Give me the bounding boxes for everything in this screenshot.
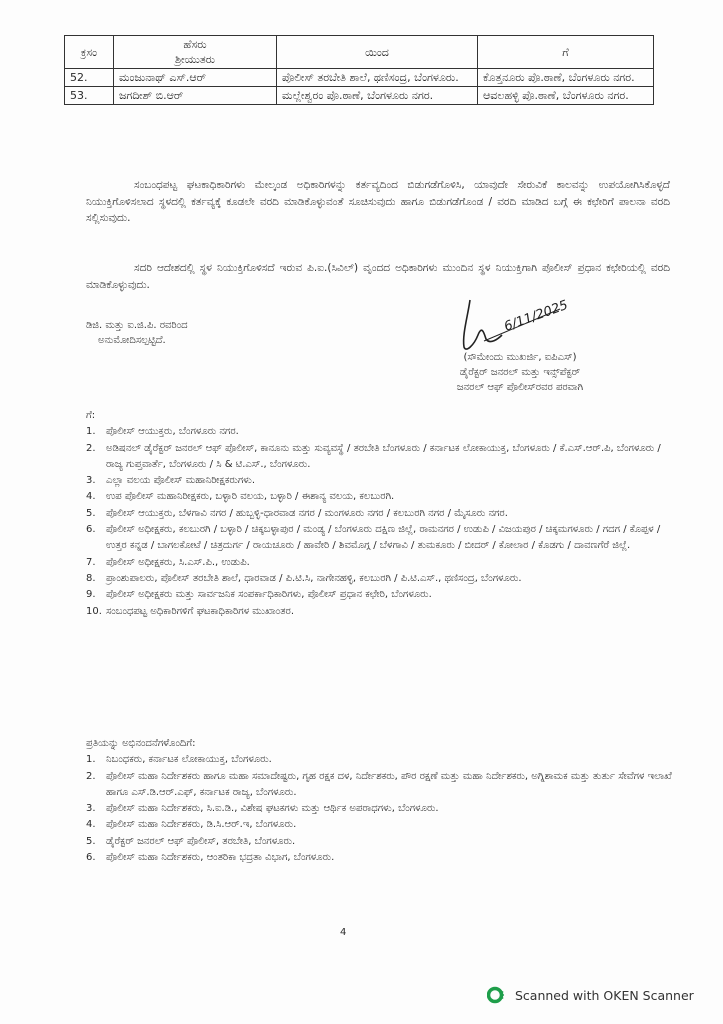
signature-date: 6/11/2025	[502, 297, 571, 335]
list-item-number: 6.	[86, 524, 96, 536]
signatory-title-1: ಡೈರೆಕ್ಟರ್ ಜನರಲ್ ಮತ್ತು ಇನ್ಸ್‌ಪೆಕ್ಟರ್	[459, 367, 581, 378]
list-item-text: ಪೊಲೀಸ್ ಆಯುಕ್ತರು, ಬೆಂಗಳೂರು ನಗರ.	[106, 426, 239, 438]
list-item	[86, 522, 676, 555]
list-item-text: ಪ್ರಾಂಶುಪಾಲರು, ಪೊಲೀಸ್ ತರಬೇತಿ ಶಾಲೆ, ಧಾರವಾಡ / ಪಿ.ಟಿ.ಸಿ, ನಾಗೇನಹಳ್ಳಿ, ಕಲಬುರಗಿ / ಪಿ.ಟಿ.ಎಸ್., ಥಣಿಸಂದ್ರ, ಬೆಂಗಳೂರು.	[106, 572, 522, 584]
page-number: 4	[340, 927, 347, 938]
row-serial: 53.	[65, 87, 114, 105]
list-item	[86, 441, 676, 474]
list-item	[86, 752, 676, 768]
list-item-number: 2.	[86, 770, 96, 782]
list-item-number: 4.	[86, 819, 96, 831]
list-item-text: ಪೊಲೀಸ್ ಆಯುಕ್ತರು, ಬೆಳಗಾವಿ ನಗರ / ಹುಬ್ಬಳ್ಳಿ-ಧಾರವಾಡ ನಗರ / ಮಂಗಳೂರು ನಗರ / ಕಲಬುರಗಿ ನಗರ / ಮೈಸೂರು ನಗರ.	[106, 507, 508, 519]
col-to-header: ಗೆ	[478, 36, 654, 69]
watermark-text: Scanned with OKEN Scanner	[515, 987, 694, 1003]
list-item-number: 4.	[86, 491, 96, 503]
list-item	[86, 801, 676, 817]
approval-line-2: ಅನುಮೋದಿಸಲ್ಪಟ್ಟಿದೆ.	[98, 335, 166, 346]
list-item-number: 5.	[86, 835, 96, 847]
row-name: ಮಂಜುನಾಥ್ ಎಸ್.ಆರ್	[114, 69, 277, 87]
list-item	[86, 424, 676, 440]
instruction-paragraph-2: ಸದರಿ ಆದೇಶದಲ್ಲಿ ಸ್ಥಳ ನಿಯುಕ್ತಿಗೊಳಿಸದೆ ಇರುವ ಪಿ.ಐ.(ಸಿವಿಲ್) ವೃಂದದ ಅಧಿಕಾರಿಗಳು ಮುಂದಿನ ಸ್ಥಳ ನಿಯುಕ್ತಿಗಾಗಿ ಪೊಲೀಸ್ ಪ್ರಧಾನ ಕಛೇರಿಯಲ್ಲಿ ವರದಿ ಮಾಡಿಕೊಳ್ಳುವುದು.	[86, 262, 670, 291]
signatory-block	[400, 350, 640, 395]
row-from: ಮಲ್ಲೇಶ್ವರಂ ಪೊ.ಠಾಣೆ, ಬೆಂಗಳೂರು ನಗರ.	[277, 87, 478, 105]
list-item-text: ಪೊಲೀಸ್ ಅಧೀಕ್ಷಕರು, ಕಲಬುರಗಿ / ಬಳ್ಳಾರಿ / ಚಿಕ್ಕಬಳ್ಳಾಪುರ / ಮಂಡ್ಯ / ಬೆಂಗಳೂರು ದಕ್ಷಿಣ ಜಿಲ್ಲೆ, ರಾಮನಗರ / ಉಡುಪಿ / ವಿಜಯಪುರ / ಚಿಕ್ಕಮಗಳೂರು / ಗದಗ / ಕೊಪ್ಪಳ / ಉತ್ತರ ಕನ್ನಡ / ಬಾಗಲಕೋಟೆ / ಚಿತ್ರದುರ್ಗ / ರಾಯಚೂರು / ಹಾವೇರಿ / ಶಿವಮೊಗ್ಗ / ಬೆಳಗಾವಿ / ತುಮಕೂರು / ಬೀದರ್ / ಕೋಲಾರ / ಕೊಡಗು / ದಾವಣಗೆರೆ ಜಿಲ್ಲೆ.	[106, 524, 661, 552]
list-item-number: 3.	[86, 475, 96, 487]
list-item-text: ಅಡಿಷನಲ್ ಡೈರೆಕ್ಟರ್ ಜನರಲ್ ಆಫ್ ಪೊಲೀಸ್, ಕಾನೂನು ಮತ್ತು ಸುವ್ಯವಸ್ಥೆ / ತರಬೇತಿ ಬೆಂಗಳೂರು / ಕರ್ನಾಟಕ ಲೋಕಾಯುಕ್ತ, ಬೆಂಗಳೂರು / ಕೆ.ಎಸ್.ಆರ್.ಪಿ, ಬೆಂಗಳೂರು / ರಾಜ್ಯ ಗುಪ್ತವಾರ್ತೆ, ಬೆಂಗಳೂರು / ಸಿ & ಟಿ.ಎಸ್., ಬೆಂಗಳೂರು.	[106, 442, 661, 470]
list-item-number: 9.	[86, 589, 96, 601]
copy-list	[86, 736, 676, 866]
list-item-text: ಪೊಲೀಸ್ ಅಧೀಕ್ಷಕರು ಮತ್ತು ಸಾರ್ವಜನಿಕ ಸಂಪರ್ಕಾಧಿಕಾರಿಗಳು, ಪೊಲೀಸ್ ಪ್ರಧಾನ ಕಛೇರಿ, ಬೆಂಗಳೂರು.	[106, 589, 432, 601]
row-serial: 52.	[65, 69, 114, 87]
list-item-number: 1.	[86, 426, 96, 438]
approval-note	[86, 318, 188, 348]
col-from-header: ಯಿಂದ	[277, 36, 478, 69]
copy-heading: ಪ್ರತಿಯನ್ನು ಅಭಿನಂದನೆಗಳೊಂದಿಗೆ:	[86, 738, 196, 749]
transfer-table	[64, 35, 654, 105]
list-item	[86, 817, 676, 833]
list-item-text: ನಿಬಂಧಕರು, ಕರ್ನಾಟಕ ಲೋಕಾಯುಕ್ತ, ಬೆಂಗಳೂರು.	[106, 754, 272, 766]
list-item-text: ಉಪ ಪೊಲೀಸ್ ಮಹಾನಿರೀಕ್ಷಕರು, ಬಳ್ಳಾರಿ ವಲಯ, ಬಳ್ಳಾರಿ / ಈಶಾನ್ಯ ವಲಯ, ಕಲಬುರಗಿ.	[106, 491, 395, 503]
list-item	[86, 506, 676, 522]
list-item-number: 8.	[86, 572, 96, 584]
list-item	[86, 769, 676, 802]
list-item	[86, 850, 676, 866]
instruction-paragraph-1: ಸಂಬಂಧಪಟ್ಟ ಘಟಕಾಧಿಕಾರಿಗಳು ಮೇಲ್ಕಂಡ ಅಧಿಕಾರಿಗಳನ್ನು ಕರ್ತವ್ಯದಿಂದ ಬಿಡುಗಡೆಗೊಳಿಸಿ, ಯಾವುದೇ ಸೇರುವಿಕೆ ಕಾಲವನ್ನು ಉಪಯೋಗಿಸಿಕೊಳ್ಳದೆ ನಿಯುಕ್ತಿಗೊಳಿಸಲಾದ ಸ್ಥಳದಲ್ಲಿ ಕರ್ತವ್ಯಕ್ಕೆ ಕೂಡಲೇ ವರದಿ ಮಾಡಿಕೊಳ್ಳುವಂತೆ ಸೂಚಿಸುವುದು ಹಾಗೂ ಬಿಡುಗಡೆಗೊಂಡ / ವರದಿ ಮಾಡಿದ ಬಗ್ಗೆ ಈ ಕಛೇರಿಗೆ ಪಾಲನಾ ವರದಿ ಸಲ್ಲಿಸುವುದು.	[86, 179, 670, 224]
approval-line-1: ಡಿಜಿ. ಮತ್ತು ಐ.ಜಿ.ಪಿ. ರವರಿಂದ	[86, 320, 188, 331]
list-item	[86, 489, 676, 505]
recipients-list	[86, 408, 676, 620]
recipients-heading: ಗೆ:	[86, 410, 96, 421]
row-from: ಪೊಲೀಸ್ ತರಬೇತಿ ಶಾಲೆ, ಥಣಿಸಂದ್ರ, ಬೆಂಗಳೂರು.	[277, 69, 478, 87]
list-item	[86, 587, 676, 603]
list-item-text: ಡೈರೆಕ್ಟರ್ ಜನರಲ್ ಆಫ್ ಪೊಲೀಸ್, ತರಬೇತಿ, ಬೆಂಗಳೂರು.	[106, 835, 296, 847]
col-name-header-line2: ಶ್ರೀಯುತರು	[174, 53, 216, 66]
col-name-header-line1: ಹೆಸರು	[183, 38, 207, 51]
list-item-number: 1.	[86, 754, 96, 766]
list-item-number: 10.	[86, 605, 102, 617]
row-name: ಜಗದೀಶ್ ಬಿ.ಆರ್	[114, 87, 277, 105]
signature-image	[440, 295, 590, 355]
list-item	[86, 555, 676, 571]
list-item	[86, 834, 676, 850]
list-item-number: 5.	[86, 507, 96, 519]
signatory-title-2: ಜನರಲ್ ಆಫ್ ಪೊಲೀಸ್‌ರವರ ಪರವಾಗಿ	[456, 382, 584, 393]
list-item	[86, 604, 676, 620]
list-item-text: ಎಲ್ಲಾ ವಲಯ ಪೊಲೀಸ್ ಮಹಾನಿರೀಕ್ಷಕರುಗಳು.	[106, 475, 256, 487]
list-item	[86, 571, 676, 587]
list-item-text: ಪೊಲೀಸ್ ಮಹಾ ನಿರ್ದೇಶಕರು, ಡಿ.ಸಿ.ಆರ್.ಇ, ಬೆಂಗಳೂರು.	[106, 819, 297, 831]
list-item-number: 3.	[86, 803, 96, 815]
list-item-text: ಸಂಬಂಧಪಟ್ಟ ಅಧಿಕಾರಿಗಳಿಗೆ ಘಟಕಾಧಿಕಾರಿಗಳ ಮುಖಾಂತರ.	[106, 605, 295, 617]
list-item-text: ಪೊಲೀಸ್ ಮಹಾ ನಿರ್ದೇಶಕರು, ಆಂತರಿಕಾ ಭದ್ರತಾ ವಿಭಾಗ, ಬೆಂಗಳೂರು.	[106, 852, 335, 864]
table-header-row	[65, 36, 654, 69]
list-item-text: ಪೊಲೀಸ್ ಅಧೀಕ್ಷಕರು, ಸಿ.ಎಸ್.ಪಿ., ಉಡುಪಿ.	[106, 556, 250, 568]
list-item-text: ಪೊಲೀಸ್ ಮಹಾ ನಿರ್ದೇಶಕರು, ಸಿ.ಐ.ಡಿ., ವಿಶೇಷ ಘಟಕಗಳು ಮತ್ತು ಆರ್ಥಿಕ ಅಪರಾಧಗಳು, ಬೆಂಗಳೂರು.	[106, 803, 439, 815]
list-item-text: ಪೊಲೀಸ್ ಮಹಾ ನಿರ್ದೇಶಕರು ಹಾಗೂ ಮಹಾ ಸಮಾದೇಷ್ಟರು, ಗೃಹ ರಕ್ಷಕ ದಳ, ನಿರ್ದೇಶಕರು, ಪೌರ ರಕ್ಷಣೆ ಮತ್ತು ಮಹಾ ನಿರ್ದೇಶಕರು, ಅಗ್ನಿಶಾಮಕ ಮತ್ತು ತುರ್ತು ಸೇವೆಗಳ ಇಲಾಖೆ ಹಾಗೂ ಎಸ್.ಡಿ.ಆರ್.ಎಫ್, ಕರ್ನಾಟಕ ರಾಜ್ಯ, ಬೆಂಗಳೂರು.	[106, 770, 672, 798]
list-item	[86, 473, 676, 489]
col-serial-header: ಕ್ರಸಂ	[65, 36, 114, 69]
list-item-number: 2.	[86, 442, 96, 454]
oken-logo-icon	[487, 986, 505, 1004]
signatory-name: (ಸೌಮೇಂದು ಮುಖರ್ಜಿ, ಐಪಿಎಸ್)	[463, 352, 577, 363]
table-row	[65, 69, 654, 87]
col-name-header	[114, 36, 277, 69]
list-item-number: 6.	[86, 852, 96, 864]
row-to: ಆವಲಹಳ್ಳಿ ಪೊ.ಠಾಣೆ, ಬೆಂಗಳೂರು ನಗರ.	[478, 87, 654, 105]
table-row	[65, 87, 654, 105]
list-item-number: 7.	[86, 556, 96, 568]
row-to: ಕೊತ್ತನೂರು ಪೊ.ಠಾಣೆ, ಬೆಂಗಳೂರು ನಗರ.	[478, 69, 654, 87]
scanner-watermark	[487, 986, 694, 1004]
